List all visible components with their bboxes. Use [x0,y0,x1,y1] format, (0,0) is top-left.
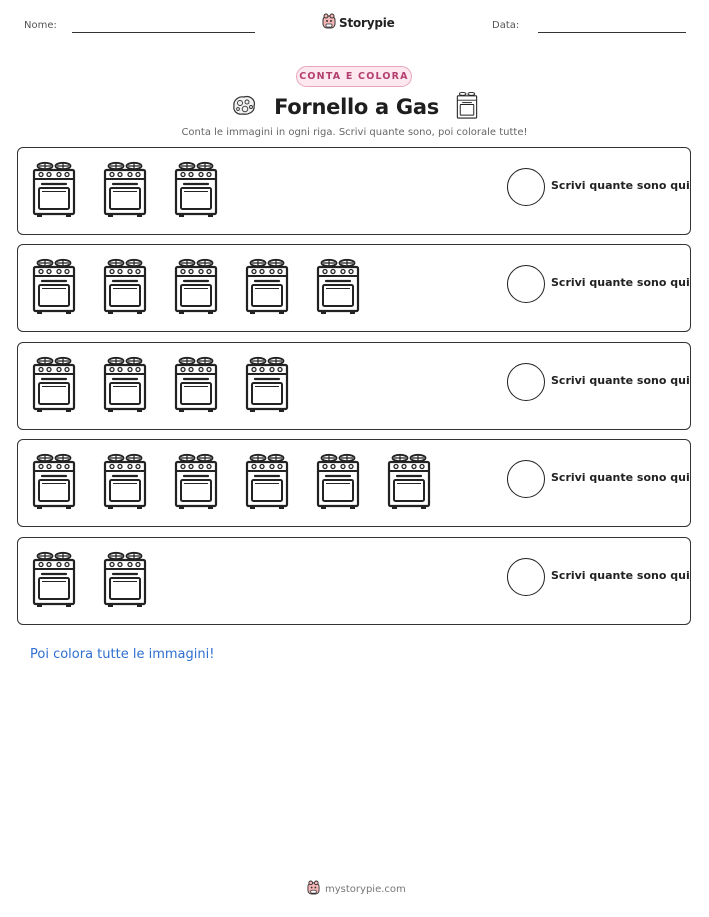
counting-row [17,342,691,430]
answer-circle[interactable] [507,363,545,401]
stove-group [30,257,362,319]
gas-stove-icon [455,91,479,123]
brand-logo [322,13,395,33]
gas-stove-icon [243,355,291,417]
gas-stove-icon [101,452,149,514]
counting-row [17,244,691,332]
counting-row [17,147,691,235]
storypie-mascot-icon [307,880,320,899]
title-row [0,91,709,123]
date-field[interactable] [538,32,686,33]
meteorite-icon [230,93,258,121]
answer-label: Scrivi quante sono qui [551,569,690,582]
answer-label: Scrivi quante sono qui [551,471,690,484]
answer-label: Scrivi quante sono qui [551,276,690,289]
counting-row [17,537,691,625]
gas-stove-icon [30,452,78,514]
gas-stove-icon [101,257,149,319]
gas-stove-icon [172,257,220,319]
stove-group [30,452,433,514]
gas-stove-icon [243,257,291,319]
activity-badge: CONTA E COLORA [296,66,412,87]
gas-stove-icon [30,355,78,417]
name-field[interactable] [72,32,255,33]
gas-stove-icon [30,257,78,319]
stove-group [30,160,220,222]
answer-label: Scrivi quante sono qui [551,179,690,192]
gas-stove-icon [314,452,362,514]
stove-group [30,550,149,612]
answer-circle[interactable] [507,265,545,303]
gas-stove-icon [172,160,220,222]
instructions: Conta le immagini in ogni riga. Scrivi quante sono, poi colorale tutte! [181,127,528,138]
answer-label: Scrivi quante sono qui [551,374,690,387]
counting-row [17,439,691,527]
storypie-mascot-icon [322,13,336,33]
footer-site: mystorypie.com [325,884,406,895]
gas-stove-icon [314,257,362,319]
date-label: Data: [492,20,520,31]
brand-name: Storypie [339,16,395,30]
answer-circle[interactable] [507,558,545,596]
gas-stove-icon [101,160,149,222]
name-label: Nome: [24,20,57,31]
gas-stove-icon [30,550,78,612]
gas-stove-icon [385,452,433,514]
answer-circle[interactable] [507,460,545,498]
page-title: Fornello a Gas [274,95,439,119]
gas-stove-icon [101,550,149,612]
gas-stove-icon [101,355,149,417]
coloring-note: Poi colora tutte le immagini! [30,647,215,662]
gas-stove-icon [30,160,78,222]
gas-stove-icon [172,355,220,417]
footer [307,880,406,899]
gas-stove-icon [172,452,220,514]
answer-circle[interactable] [507,168,545,206]
gas-stove-icon [243,452,291,514]
stove-group [30,355,291,417]
